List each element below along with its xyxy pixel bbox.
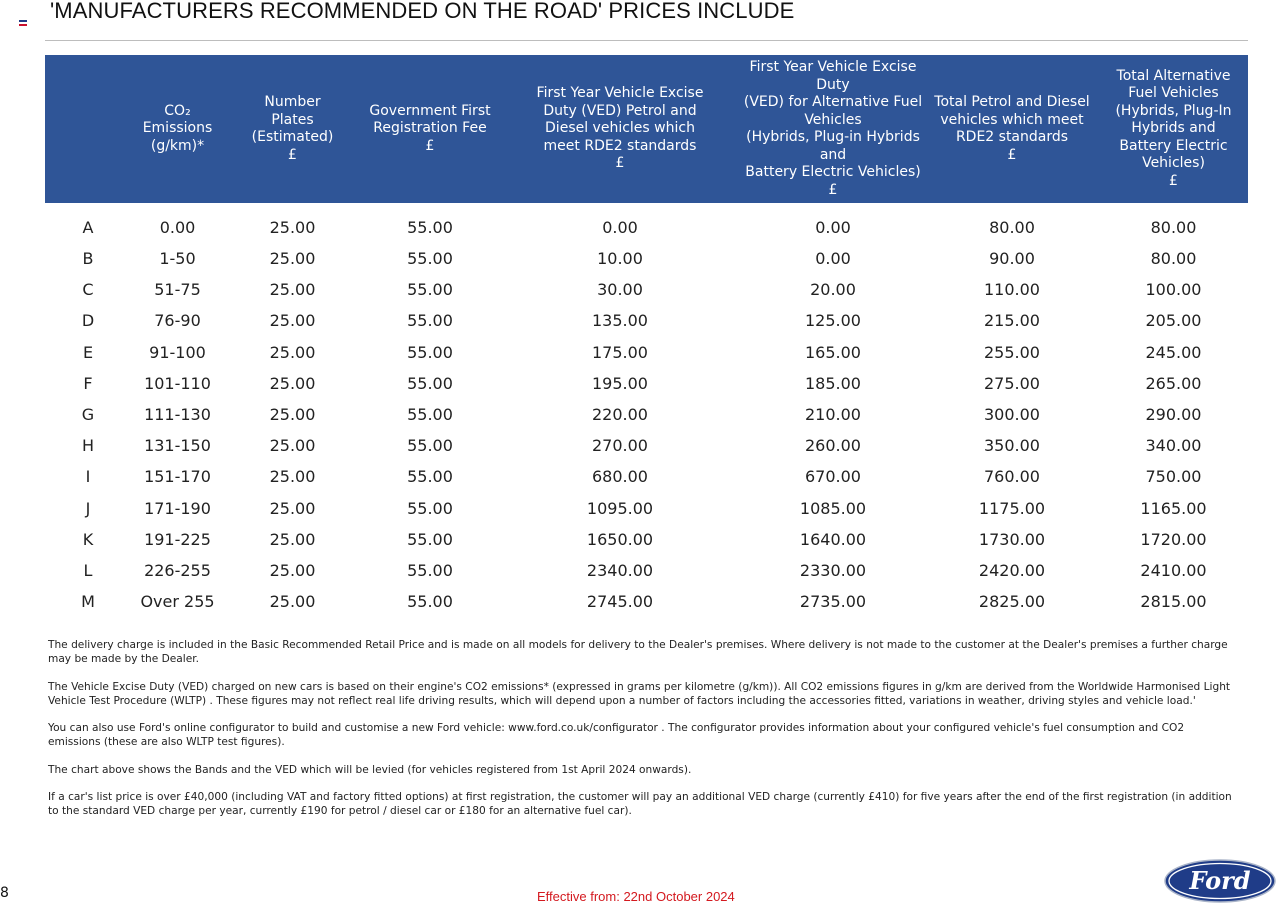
ford-logo <box>1163 858 1277 903</box>
column-header <box>361 55 499 203</box>
table-cell: 680.00 <box>592 467 648 487</box>
band-cell: L <box>83 560 93 580</box>
table-cell: 25.00 <box>269 592 316 612</box>
footnote-paragraph: You can also use Ford's online configurator to build and customise a new Ford vehicle: www.ford.co.uk/configurator . The configurator provides information about your configured vehicle's fuel consumption and CO2 emissions (these are also WLTP test figures). <box>48 722 1185 748</box>
table-cell: 25.00 <box>269 529 316 549</box>
table-header-row <box>45 55 1248 203</box>
table-cell: 226-255 <box>144 560 211 580</box>
table-cell: 55.00 <box>407 498 453 518</box>
column-header <box>1099 55 1248 203</box>
footnote-paragraph: If a car's list price is over £40,000 (including VAT and factory fitted options) at first registration, the customer will pay an additional VED charge (currently £410) for five years after the end of the first registration (in addition to the standard VED charge per year, currently £190 for petrol / diesel car or £180 for an alternative fuel car). <box>48 791 1232 817</box>
column-header-line: Plates <box>271 111 314 128</box>
table-cell: 0.00 <box>815 249 851 269</box>
column-header-line: £ <box>1007 146 1017 163</box>
column-header-line: Fuel Vehicles <box>1128 85 1219 102</box>
union-flag-icon <box>19 20 27 26</box>
ford-logo-text: Ford <box>1189 866 1251 895</box>
table-row <box>45 368 1248 399</box>
table-row <box>45 274 1248 305</box>
table-cell: 91-100 <box>149 342 206 362</box>
table-cell: 2745.00 <box>586 592 654 612</box>
table-cell: 175.00 <box>592 342 648 362</box>
table-cell: 2815.00 <box>1140 592 1207 612</box>
table-cell: 0.00 <box>602 217 638 237</box>
table-cell: 1085.00 <box>799 498 867 518</box>
table-cell: 55.00 <box>407 342 453 362</box>
table-cell: 275.00 <box>984 373 1040 393</box>
table-cell: 270.00 <box>592 436 648 456</box>
band-cell: K <box>82 529 94 549</box>
table-row <box>45 555 1248 586</box>
column-header-line: vehicles which meet <box>940 111 1084 128</box>
table-cell: 110.00 <box>984 280 1040 300</box>
footnote-paragraph: The Vehicle Excise Duty (VED) charged on new cars is based on their engine's CO2 emissions* (expressed in grams per kilometre (g/km)). All CO2 emissions figures in g/km are derived from the Worldwide Harmonised Light Vehicle Test Procedure (WLTP) . These figures may not reflect real life driving results, which will depend upon a number of factors including the accessories fitted, variations in weather, driving styles and vehicle load.' <box>48 680 1231 707</box>
column-header-line: £ <box>1169 172 1178 189</box>
table-cell: 1095.00 <box>586 498 654 518</box>
table-cell: 55.00 <box>407 467 453 487</box>
table-cell: 55.00 <box>407 405 453 425</box>
column-header-line: Diesel vehicles which <box>545 120 695 137</box>
table-row <box>45 430 1248 461</box>
table-cell: 2420.00 <box>978 560 1046 580</box>
band-cell: B <box>82 249 94 269</box>
band-cell: H <box>81 436 95 456</box>
table-row <box>45 243 1248 274</box>
table-cell: 25.00 <box>269 373 316 393</box>
footnote-paragraph: The delivery charge is included in the Basic Recommended Retail Price and is made on all models for delivery to the Dealer's premises. Where delivery is not made to the customer at the Dealer's premises a further charge may be made by the Dealer. <box>48 639 1228 665</box>
table-cell: 290.00 <box>1145 405 1202 425</box>
table-cell: 670.00 <box>805 467 861 487</box>
column-header-line: Number <box>264 94 321 110</box>
table-row <box>45 524 1248 555</box>
table-cell: 171-190 <box>144 498 211 518</box>
table-cell: 55.00 <box>407 373 453 393</box>
table-cell: 1640.00 <box>799 529 867 549</box>
table-cell: 1650.00 <box>586 529 654 549</box>
table-cell: 55.00 <box>407 529 453 549</box>
table-cell: Over 255 <box>140 592 215 612</box>
column-header <box>131 55 224 203</box>
band-cell: I <box>85 467 91 487</box>
table-cell: 90.00 <box>989 249 1035 269</box>
column-header-line: £ <box>288 146 297 163</box>
column-header-line: Hybrids and <box>1131 120 1216 137</box>
table-cell: 131-150 <box>144 436 211 456</box>
table-row <box>45 586 1248 617</box>
column-header-line: (g/km)* <box>150 137 205 154</box>
table-cell: 1-50 <box>159 249 196 269</box>
table-cell: 1730.00 <box>978 529 1046 549</box>
table-cell: 205.00 <box>1145 311 1202 331</box>
effective-date: Effective from: 22nd October 2024 <box>537 889 735 903</box>
column-header-line: Total Alternative <box>1116 67 1231 84</box>
table-cell: 2410.00 <box>1140 560 1207 580</box>
column-header-line: Total Petrol and Diesel <box>934 94 1090 110</box>
table-cell: 55.00 <box>407 592 453 612</box>
table-cell: 55.00 <box>407 560 453 580</box>
table-cell: 340.00 <box>1145 436 1202 456</box>
table-row <box>45 305 1248 336</box>
column-header-line: First Year Vehicle Excise Duty <box>749 59 917 93</box>
column-header-line: Emissions <box>142 120 213 137</box>
table-body <box>45 203 1248 617</box>
column-header-line: Government First <box>369 102 491 119</box>
column-header <box>224 55 361 203</box>
column-header <box>499 55 741 203</box>
table-row <box>45 399 1248 430</box>
table-cell: 55.00 <box>407 249 453 269</box>
column-header <box>45 55 131 203</box>
table-cell: 0.00 <box>815 217 851 237</box>
table-cell: 55.00 <box>407 217 453 237</box>
table-cell: 100.00 <box>1145 280 1202 300</box>
table-cell: 750.00 <box>1145 467 1202 487</box>
table-cell: 55.00 <box>407 311 453 331</box>
table-cell: 260.00 <box>805 436 861 456</box>
table-cell: 20.00 <box>810 280 856 300</box>
table-cell: 151-170 <box>144 467 211 487</box>
table-row <box>45 461 1248 492</box>
column-header-line: Registration Fee <box>373 120 487 137</box>
column-header-line: First Year Vehicle Excise <box>536 85 704 102</box>
band-cell: E <box>82 342 94 362</box>
band-cell: A <box>82 217 94 237</box>
table-cell: 215.00 <box>984 311 1040 331</box>
table-cell: 25.00 <box>269 560 316 580</box>
table-cell: 165.00 <box>805 342 861 362</box>
table-cell: 2340.00 <box>586 560 654 580</box>
table-cell: 2735.00 <box>799 592 867 612</box>
title-divider <box>45 40 1248 41</box>
table-cell: 10.00 <box>597 249 643 269</box>
table-cell: 255.00 <box>984 342 1040 362</box>
band-cell: C <box>82 280 94 300</box>
table-cell: 245.00 <box>1145 342 1202 362</box>
table-cell: 1175.00 <box>978 498 1046 518</box>
column-header-line: Battery Electric Vehicles) £ <box>745 164 921 198</box>
table-row <box>45 203 1248 243</box>
table-cell: 25.00 <box>269 467 316 487</box>
band-cell: M <box>81 592 95 612</box>
table-cell: 0.00 <box>159 217 196 237</box>
ved-rates-table <box>45 55 1248 617</box>
column-header-line: Battery Electric <box>1119 137 1228 154</box>
column-header <box>925 55 1099 203</box>
table-cell: 350.00 <box>984 436 1040 456</box>
table-cell: 30.00 <box>597 280 643 300</box>
column-header-line: Duty (VED) Petrol and <box>543 102 697 119</box>
table-cell: 55.00 <box>407 436 453 456</box>
table-cell: 191-225 <box>144 529 211 549</box>
table-cell: 135.00 <box>592 311 648 331</box>
table-cell: 760.00 <box>984 467 1040 487</box>
band-cell: J <box>85 498 91 518</box>
table-cell: 265.00 <box>1145 373 1202 393</box>
column-header-line: (VED) for Alternative Fuel Vehicles <box>743 94 923 128</box>
band-cell: D <box>81 311 95 331</box>
table-cell: 1165.00 <box>1140 498 1207 518</box>
table-row <box>45 493 1248 524</box>
table-cell: 25.00 <box>269 217 316 237</box>
column-header-line: (Hybrids, Plug-in Hybrids and <box>746 129 920 163</box>
table-cell: 55.00 <box>407 280 453 300</box>
column-header-line: Vehicles) <box>1142 155 1205 172</box>
table-row <box>45 337 1248 368</box>
table-cell: 25.00 <box>269 249 316 269</box>
column-header-line: CO₂ <box>164 102 191 119</box>
column-header-line: (Hybrids, Plug-In <box>1115 102 1232 119</box>
table-cell: 300.00 <box>984 405 1040 425</box>
footnotes <box>48 638 1238 832</box>
table-cell: 25.00 <box>269 436 316 456</box>
column-header-line: RDE2 standards <box>955 129 1069 145</box>
table-cell: 76-90 <box>154 311 201 331</box>
page-title: 'MANUFACTURERS RECOMMENDED ON THE ROAD' PRICES INCLUDE <box>50 0 795 23</box>
table-cell: 25.00 <box>269 498 316 518</box>
table-cell: 220.00 <box>592 405 648 425</box>
band-cell: G <box>81 405 95 425</box>
column-header <box>741 55 925 203</box>
table-cell: 80.00 <box>989 217 1035 237</box>
table-cell: 195.00 <box>592 373 648 393</box>
table-cell: 25.00 <box>269 311 316 331</box>
table-cell: 25.00 <box>269 342 316 362</box>
table-cell: 25.00 <box>269 280 316 300</box>
table-cell: 101-110 <box>144 373 211 393</box>
page-number: 8 <box>0 885 9 901</box>
column-header-line: £ <box>425 137 435 154</box>
table-cell: 1720.00 <box>1140 529 1207 549</box>
table-cell: 2330.00 <box>799 560 867 580</box>
table-cell: 125.00 <box>805 311 861 331</box>
footnote-paragraph: The chart above shows the Bands and the VED which will be levied (for vehicles registered from 1st April 2024 onwards). <box>48 763 692 776</box>
table-cell: 2825.00 <box>978 592 1046 612</box>
table-cell: 210.00 <box>805 405 861 425</box>
table-cell: 80.00 <box>1150 217 1197 237</box>
table-cell: 51-75 <box>154 280 201 300</box>
column-header-line: (Estimated) <box>251 129 334 145</box>
column-header-line: meet RDE2 standards <box>543 137 697 154</box>
table-cell: 185.00 <box>805 373 861 393</box>
table-cell: 25.00 <box>269 405 316 425</box>
band-cell: F <box>83 373 93 393</box>
column-header-line: £ <box>615 155 625 172</box>
table-cell: 80.00 <box>1150 249 1197 269</box>
table-cell: 111-130 <box>144 405 211 425</box>
